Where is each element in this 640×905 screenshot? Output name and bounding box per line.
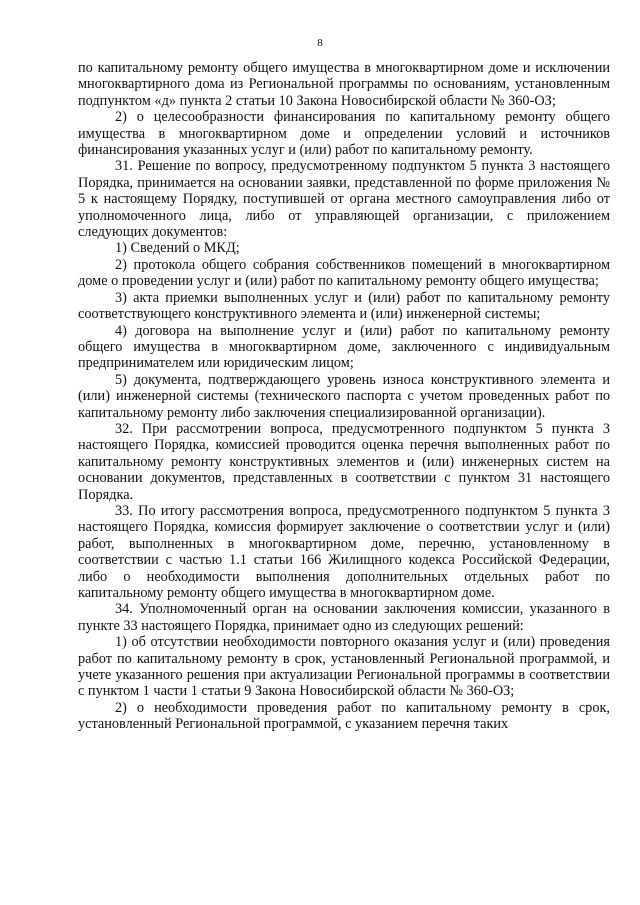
paragraph: 33. По итогу рассмотрения вопроса, предусмотренного подпунктом 5 пункта 3 настоящего Порядка, комиссия формирует заключение о соответствии услуг и (или) работ, выполненных в многоквартирном доме, перечню, установленному в соответствии с частью 1.1 статьи 166 Жилищного кодекса Российской Федерации, либо о необходимости выполнения дополнительных отдельных работ по капитальному ремонту общего имущества в многоквартирном доме. [78, 502, 610, 601]
document-body [78, 60, 610, 733]
paragraph: 1) об отсутствии необходимости повторного оказания услуг и (или) проведения работ по капитальному ремонту в срок, установленный Региональной программой, и учете указанного решения при актуализации Региональной программы в соответствии с пунктом 1 части 1 статьи 9 Закона Новосибирской области № 360-ОЗ; [78, 634, 610, 700]
paragraph: 3) акта приемки выполненных услуг и (или) работ по капитальному ремонту соответствующего конструктивного элемента и (или) инженерной системы; [78, 289, 610, 323]
paragraph: 34. Уполномоченный орган на основании заключения комиссии, указанного в пункте 33 настоящего Порядка, принимает одно из следующих решений: [78, 601, 610, 634]
paragraph: 31. Решение по вопросу, предусмотренному подпунктом 5 пункта 3 настоящего Порядка, принимается на основании заявки, представленной по форме приложения № 5 к настоящему Порядку, поступившей от органа местного самоуправления либо от уполномоченного лица, либо от управляющей организации, с приложением следующих документов: [78, 158, 610, 241]
page-number: 8 [317, 37, 323, 49]
paragraph: 2) о необходимости проведения работ по капитальному ремонту в срок, установленный Региональной программой, с указанием перечня таких [78, 699, 610, 733]
paragraph: 1) Сведений о МКД; [115, 240, 240, 257]
paragraph: по капитальному ремонту общего имущества в многоквартирном доме и исключении многоквартирного дома из Региональной программы по основаниям, установленным подпунктом «д» пункта 2 статьи 10 Закона Новосибирской области № 360-ОЗ; [78, 60, 610, 109]
paragraph: 32. При рассмотрении вопроса, предусмотренного подпунктом 5 пункта 3 настоящего Порядка, комиссией проводится оценка перечня выполненных работ по капитальному ремонту конструктивных элементов и (или) инженерных систем на основании документов, представленных в соответствии с пунктом 31 настоящего Порядка. [78, 420, 610, 503]
paragraph: 2) о целесообразности финансирования по капитальному ремонту общего имущества в многоквартирном доме и определении условий и источников финансирования указанных услуг и (или) работ по капитальному ремонту. [78, 109, 610, 159]
paragraph: 4) договора на выполнение услуг и (или) работ по капитальному ремонту общего имущества в многоквартирном доме, заключенного с индивидуальным предпринимателем или юридическим лицом; [78, 322, 610, 372]
paragraph: 5) документа, подтверждающего уровень износа конструктивного элемента и (или) инженерной системы (технического паспорта с учетом проведенных работ по капитальному ремонту либо заключения специализированной организации). [78, 371, 610, 421]
paragraph: 2) протокола общего собрания собственников помещений в многоквартирном доме о проведении услуг и (или) работ по капитальному ремонту общего имущества; [78, 256, 610, 290]
